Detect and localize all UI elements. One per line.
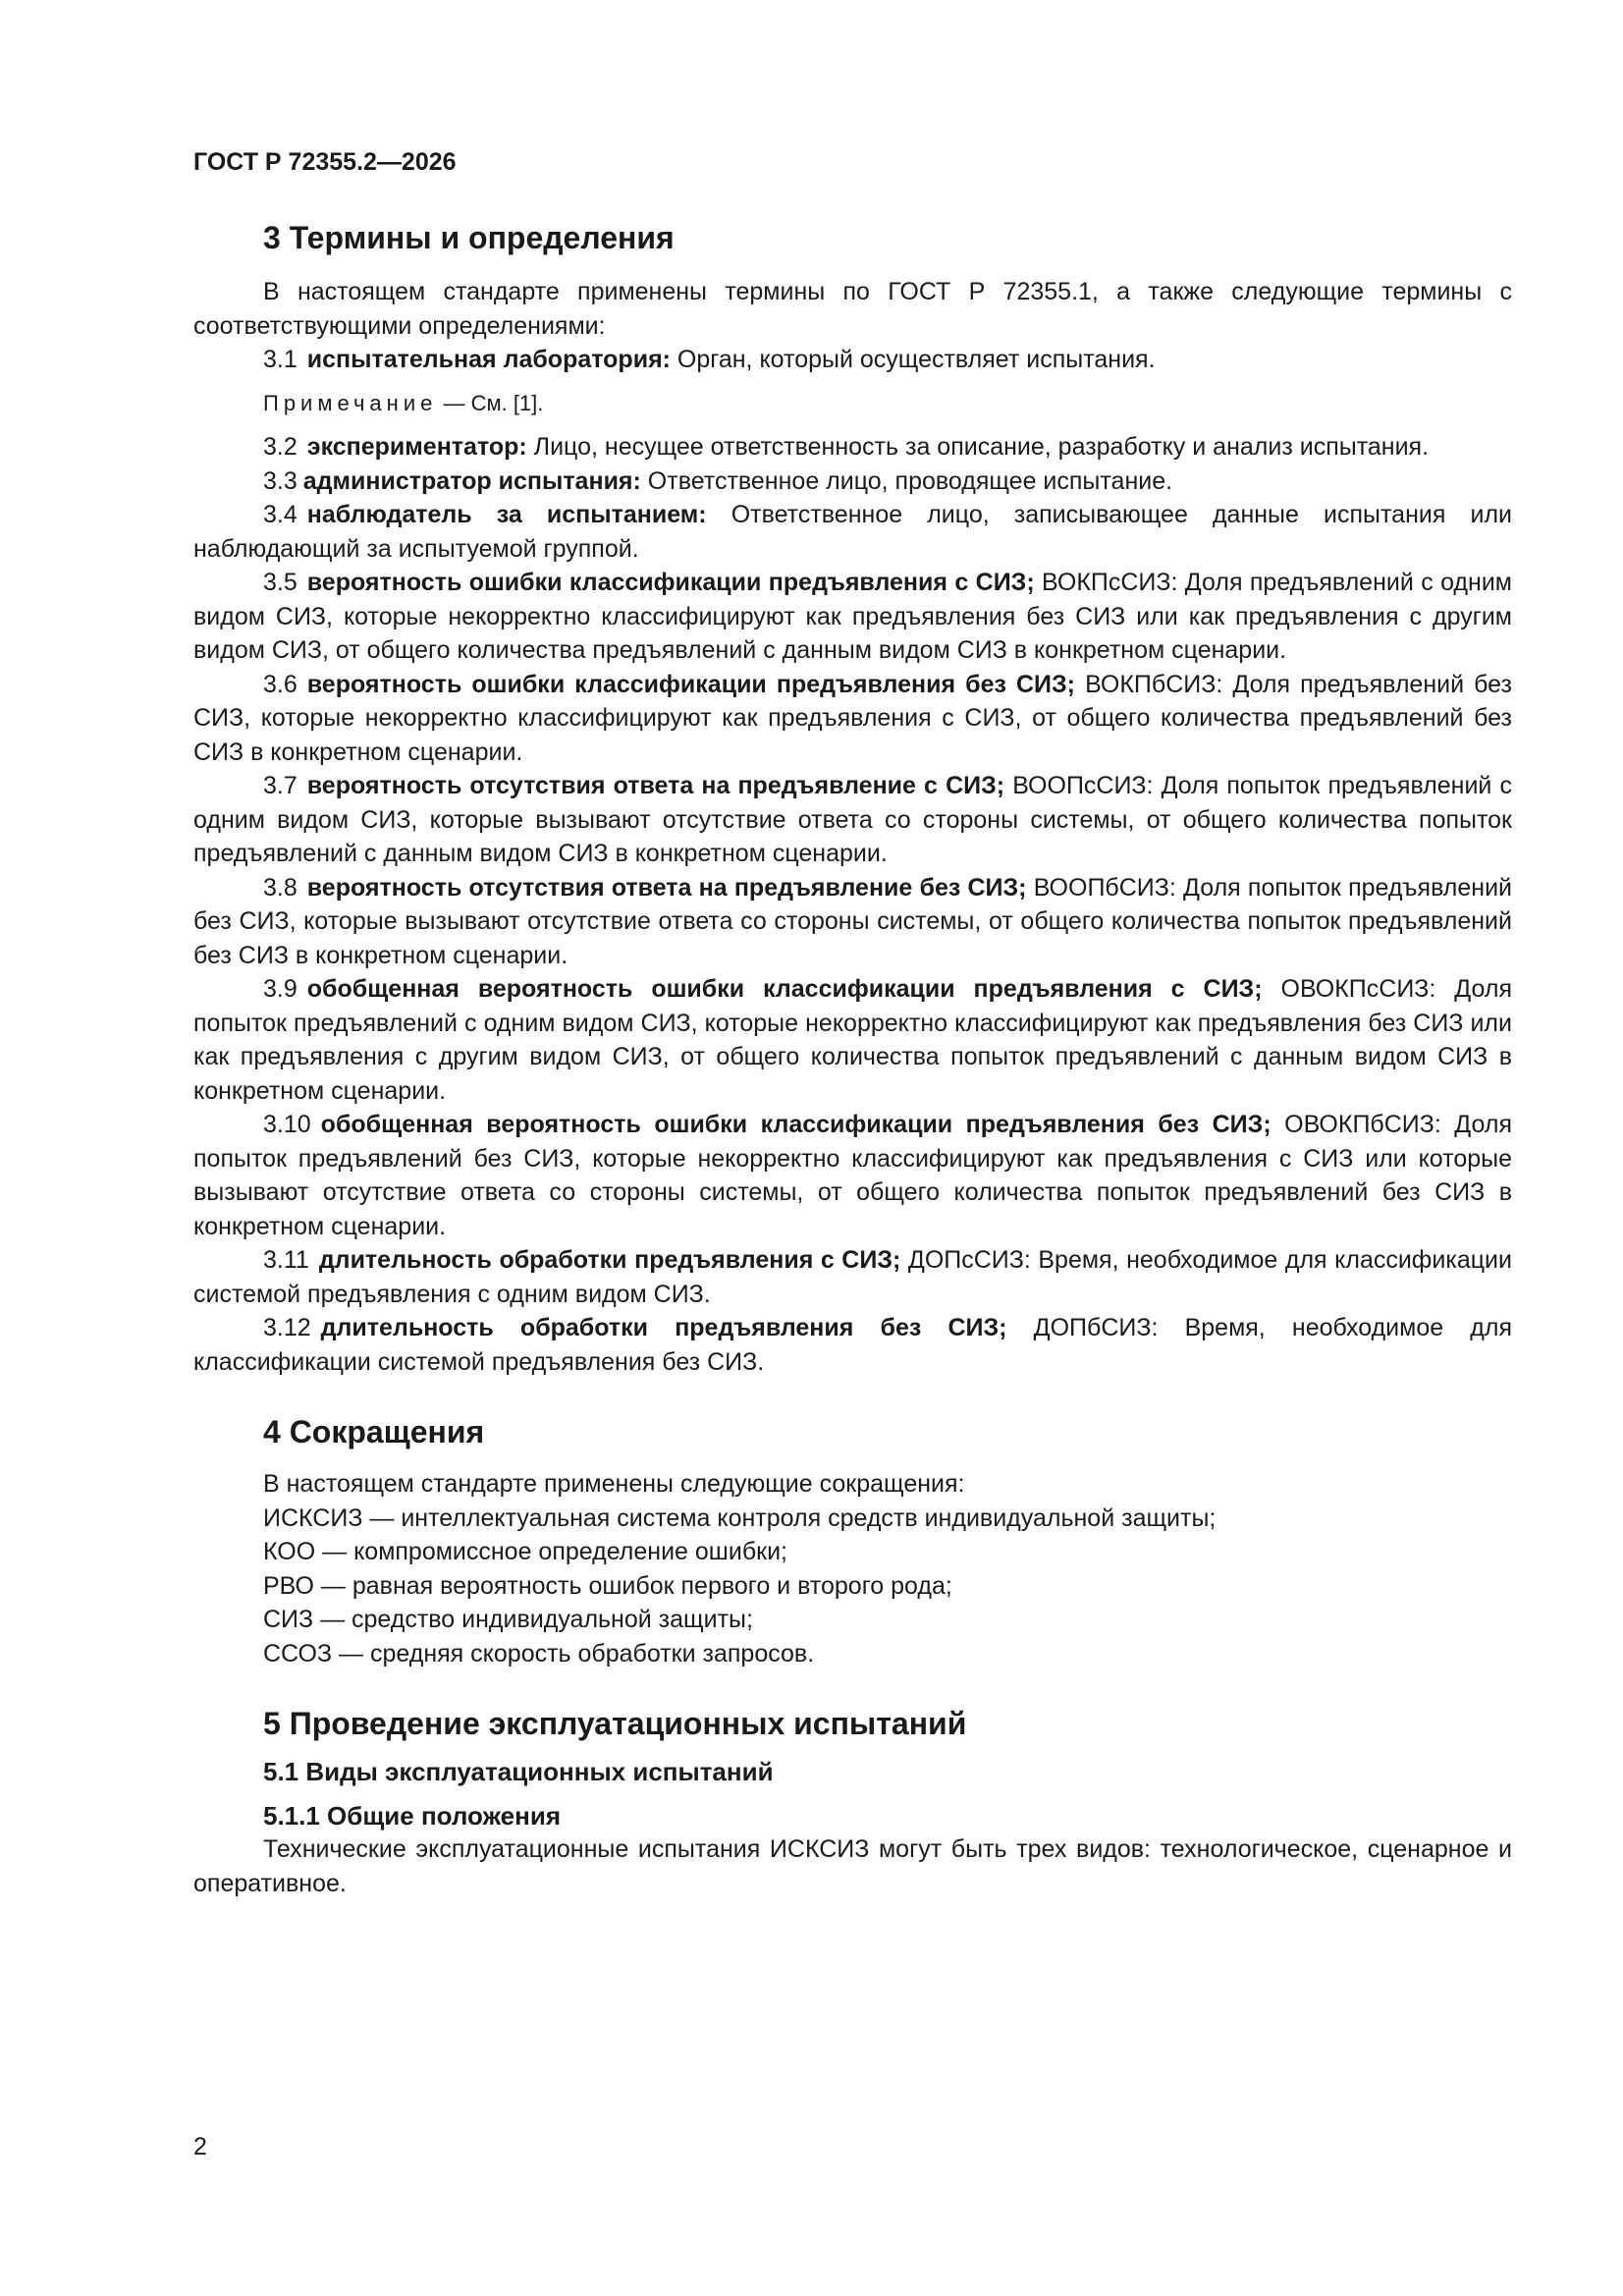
term-3-5 [193,566,1512,668]
term-definition: : Доля попыток предъявлений с одним видом СИЗ, которые вызывают отсутствие ответа со стороны системы, от общего количества попыток предъявлений с данным видом СИЗ в конкретном сценарии. [193,772,1512,867]
term-3-12 [193,1311,1512,1379]
abbreviation-item: ИСКСИЗ — интеллектуальная система контроля средств индивидуальной защиты; [263,1503,1217,1532]
term-definition: Ответственное лицо, записывающее данные испытания или наблюдающий за испытуемой группой. [193,501,1512,563]
term-abbreviation: ВООПбСИЗ [1026,873,1169,902]
term-3-7 [193,769,1512,871]
term-name: вероятность ошибки классификации предъявления с СИЗ; [306,569,1035,596]
abbreviation-item: КОО — компромиссное определение ошибки; [263,1538,787,1565]
term-name: длительность обработки предъявления без СИЗ; [320,1314,1007,1341]
term-name: наблюдатель за испытанием: [306,501,707,528]
term-name: вероятность отсутствия ответа на предъявление с СИЗ; [306,772,1005,799]
term-name: обобщенная вероятность ошибки классификации предъявления без СИЗ; [320,1111,1271,1138]
note-text: — См. [1]. [443,390,544,415]
term-definition: : Доля предъявлений с одним видом СИЗ, которые некорректно классифицируют как предъявления без СИЗ или как предъявления с другим видом СИЗ, от общего количества предъявлений с данным видом СИЗ в конкретном сценарии. [193,569,1512,664]
term-number: 3.12 [263,1314,311,1341]
term-name: обобщенная вероятность ошибки классификации предъявления с СИЗ; [306,975,1263,1003]
term-definition: : Доля предъявлений без СИЗ, которые некорректно классифицируют как предъявления с СИЗ, от общего количества предъявлений без СИЗ в конкретном сценарии. [193,670,1512,766]
term-number: 3.3 [263,466,298,495]
term-name: вероятность ошибки классификации предъявления без СИЗ; [306,670,1075,698]
term-name: экспериментатор: [306,433,527,461]
term-definition: : Доля попыток предъявлений без СИЗ, которые некорректно классифицируют как предъявления с СИЗ или которые вызывают отсутствие ответа со стороны системы, от общего количества попыток предъявлений без СИЗ в конкретном сценарии. [193,1111,1512,1240]
term-3-3 [193,465,1512,499]
abbreviation-item: ССОЗ — средняя скорость обработки запросов. [263,1639,815,1667]
term-name: испытательная лаборатория: [306,346,671,373]
term-abbreviation: ВООПсСИЗ [1004,772,1147,799]
term-number: 3.11 [263,1246,309,1274]
subsection-5-1-title: 5.1 Виды эксплуатационных испытаний [263,1757,774,1786]
term-abbreviation: ОВОКПбСИЗ [1271,1111,1434,1138]
abbreviation-item: РВО — равная вероятность ошибок первого и второго рода; [263,1571,952,1600]
term-3-11 [193,1243,1512,1311]
term-3-2 [193,430,1512,465]
abbreviation-item: СИЗ — средство индивидуальной защиты; [263,1606,753,1633]
term-number: 3.9 [263,975,298,1003]
term-number: 3.8 [263,873,298,902]
term-number: 3.2 [263,433,298,461]
term-3-1 [263,343,1512,377]
term-number: 3.5 [263,569,298,596]
term-name: длительность обработки предъявления с СИЗ; [318,1246,901,1274]
note-label: Примечание [263,390,438,415]
term-number: 3.6 [263,670,298,698]
term-definition: : Время, необходимое для классификации системой предъявления с одним видом СИЗ. [193,1246,1512,1308]
section-4-intro: В настоящем стандарте применены следующие сокращения: [263,1470,965,1498]
term-definition: : Доля попыток предъявлений с одним видом СИЗ, которые некорректно классифицируют как предъявления без СИЗ или как предъявления с другим видом СИЗ, от общего количества попыток предъявлений с данным видом СИЗ в конкретном сценарии. [193,975,1512,1105]
term-definition: Ответственное лицо, проводящее испытание. [640,466,1173,495]
term-abbreviation: ДОПбСИЗ [1006,1314,1152,1341]
term-definition: Орган, который осуществляет испытания. [670,346,1156,373]
term-abbreviation: ВОКПбСИЗ [1075,670,1217,698]
term-3-6 [193,668,1512,770]
note [263,387,1512,421]
document-header: ГОСТ Р 72355.2—2026 [193,148,457,176]
section-5-title: 5 Проведение эксплуатационных испытаний [263,1706,967,1741]
term-3-10 [193,1108,1512,1243]
term-3-8 [193,871,1512,973]
section-3-title: 3 Термины и определения [263,220,675,255]
term-number: 3.4 [263,501,298,528]
term-definition: : Время, необходимое для классификации системой предъявления без СИЗ. [193,1314,1513,1376]
section-3-intro: В настоящем стандарте применены термины по ГОСТ Р 72355.1, а также следующие термины с соответствующими определениями: [193,278,1512,340]
term-3-4 [193,498,1512,566]
subsection-5-1-1-title: 5.1.1 Общие положения [263,1800,561,1831]
term-number: 3.1 [263,346,298,373]
term-abbreviation: ВОКПсСИЗ [1034,569,1171,596]
subsection-5-1-1-text: Технические эксплуатационные испытания ИСКСИЗ могут быть трех видов: технологическое, сценарное и оперативное. [193,1835,1512,1897]
section-4-title: 4 Сокращения [263,1414,485,1449]
term-abbreviation: ОВОКПсСИЗ [1262,975,1430,1003]
term-abbreviation: ДОПсСИЗ [900,1246,1024,1274]
term-name: администратор испытания: [302,466,641,495]
term-definition: : Доля попыток предъявлений без СИЗ, которые вызывают отсутствие ответа со стороны системы, от общего количества попыток предъявлений без СИЗ в конкретном сценарии. [193,873,1513,969]
term-3-9 [193,972,1512,1108]
term-name: вероятность отсутствия ответа на предъявление без СИЗ; [306,873,1027,902]
page-number: 2 [193,2133,207,2160]
term-number: 3.7 [263,772,298,799]
term-number: 3.10 [263,1111,311,1138]
term-definition: Лицо, несущее ответственность за описание, разработку и анализ испытания. [526,433,1430,461]
page-body [193,218,1512,1900]
